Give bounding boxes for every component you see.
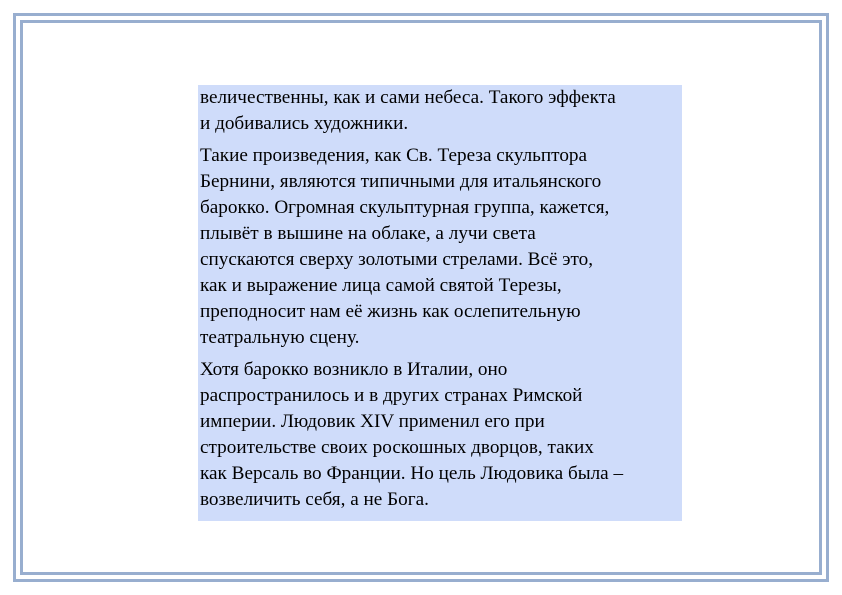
text-box[interactable] xyxy=(198,85,682,521)
text-line: строительстве своих роскошных дворцов, таких xyxy=(200,437,594,458)
text-line: Хотя барокко возникло в Италии, оно xyxy=(200,359,508,380)
text-line: как Версаль во Франции. Но цель Людовика была – xyxy=(200,463,624,484)
text-line: театральную сцену. xyxy=(200,327,360,348)
text-line: как и выражение лица самой святой Терезы, xyxy=(200,275,562,296)
paragraph-2 xyxy=(200,143,680,351)
text-line: спускаются сверху золотыми стрелами. Всё это, xyxy=(200,249,594,270)
paragraph-1 xyxy=(200,85,680,137)
paragraph-3 xyxy=(200,357,680,513)
text-line: и добивались художники. xyxy=(200,113,409,134)
text-line: империи. Людовик XIV применил его при xyxy=(200,411,545,432)
text-line: Бернини, являются типичными для итальянского xyxy=(200,171,602,192)
text-line: распространилось и в других странах Римской xyxy=(200,385,583,406)
text-line: Такие произведения, как Св. Тереза скульптора xyxy=(200,145,588,166)
text-line: плывёт в вышине на облаке, а лучи света xyxy=(200,223,536,244)
text-line: величественны, как и сами небеса. Такого эффекта xyxy=(200,87,616,108)
text-line: барокко. Огромная скульптурная группа, кажется, xyxy=(200,197,610,218)
text-line: преподносит нам её жизнь как ослепительную xyxy=(200,301,581,322)
text-line: возвеличить себя, а не Бога. xyxy=(200,489,429,510)
